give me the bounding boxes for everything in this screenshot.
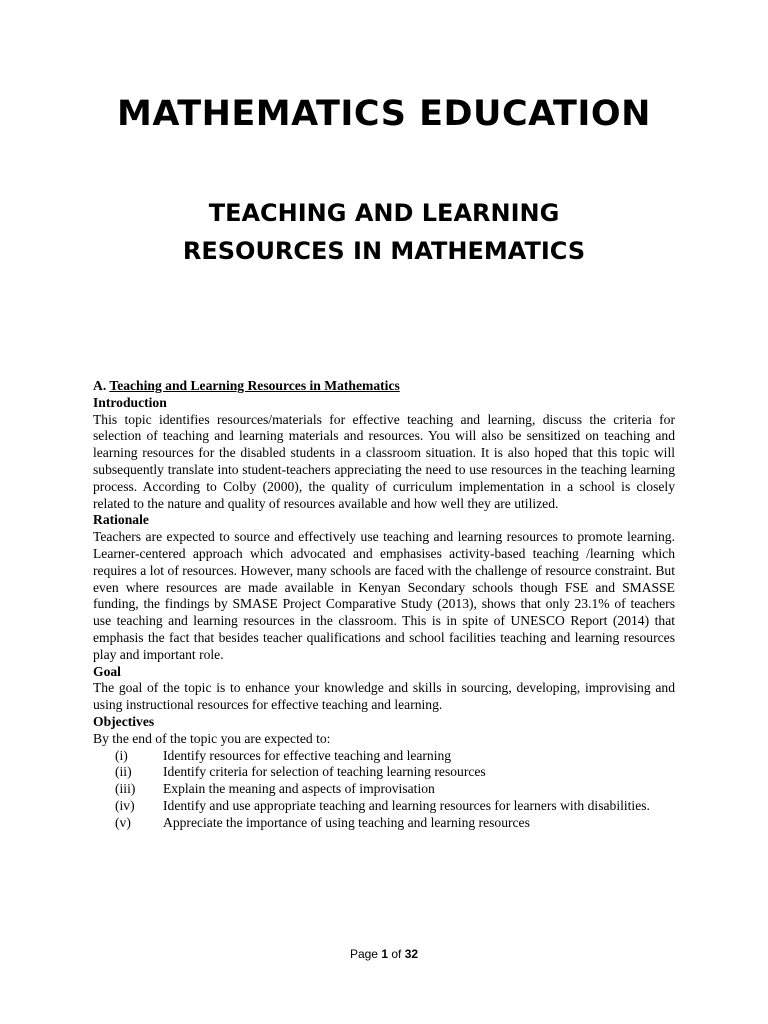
section-a-heading — [93, 378, 675, 395]
current-page-number: 1 — [381, 947, 388, 961]
objective-number: (iv) — [115, 797, 135, 813]
goal-paragraph: The goal of the topic is to enhance your knowledge and skills in sourcing, developing, improvising and using instructional resources for effective teaching and learning. — [93, 680, 675, 713]
rationale-paragraph: Teachers are expected to source and effectively use teaching and learning resources to promote learning. Learner-centered approach which advocated and emphasises activity-based teaching /learning which requires a lot of resources. However, many schools are faced with the challenge of resource constraint. But even where resources are made available in Kenyan Secondary schools though FSE and SMASSE funding, the findings by SMASE Project Comparative Study (2013), shows that only 23.1% of teachers use teaching and learning resources in the classroom. This is in spite of UNESCO Report (2014) that emphasis the fact that besides teacher qualifications and school facilities teaching and learning resources play and important role. — [93, 529, 675, 662]
total-page-count: 32 — [404, 947, 419, 961]
objective-item — [93, 798, 675, 815]
objective-text: Appreciate the importance of using teaching and learning resources — [163, 814, 530, 830]
objective-item — [93, 815, 675, 832]
objective-item — [93, 748, 675, 765]
rationale-heading: Rationale — [93, 512, 149, 528]
objective-number: (v) — [115, 814, 131, 830]
section-a-title: Teaching and Learning Resources in Mathematics — [109, 378, 400, 393]
page-word: Page — [349, 947, 378, 961]
objective-number: (i) — [115, 747, 128, 763]
objective-number: (ii) — [115, 764, 132, 780]
goal-heading: Goal — [93, 663, 121, 679]
introduction-heading: Introduction — [93, 394, 167, 410]
objectives-intro: By the end of the topic you are expected to: — [93, 730, 331, 746]
objectives-heading: Objectives — [93, 713, 155, 729]
objective-item — [93, 764, 675, 781]
objective-item — [93, 781, 675, 798]
objectives-list — [93, 748, 675, 832]
page-footer — [0, 947, 768, 961]
subtitle-line-2: RESOURCES IN MATHEMATICS — [182, 237, 586, 265]
section-a-prefix: A. — [93, 378, 107, 393]
objective-text: Explain the meaning and aspects of improvisation — [163, 781, 435, 797]
of-word: of — [391, 947, 402, 961]
document-subtitle — [0, 194, 768, 270]
objective-number: (iii) — [115, 781, 136, 797]
objective-text: Identify and use appropriate teaching and learning resources for learners with disabilities. — [163, 797, 650, 813]
objective-text: Identify resources for effective teaching and learning — [163, 747, 452, 763]
introduction-paragraph: This topic identifies resources/materials for effective teaching and learning, discuss the criteria for selection of teaching and learning materials and resources. You will also be sensitized on teaching and learning resources for the disabled students in a classroom situation. It is also hoped that this topic will subsequently translate into student-teachers appreciating the need to use resources in the teaching learning process. According to Colby (2000), the quality of curriculum implementation in a school is closely related to the nature and quality of resources available and how well they are utilized. — [93, 411, 675, 511]
document-body — [93, 378, 675, 832]
document-title: MATHEMATICS EDUCATION — [117, 94, 651, 134]
subtitle-line-1: TEACHING AND LEARNING — [208, 199, 560, 227]
objective-text: Identify criteria for selection of teaching learning resources — [163, 764, 486, 780]
